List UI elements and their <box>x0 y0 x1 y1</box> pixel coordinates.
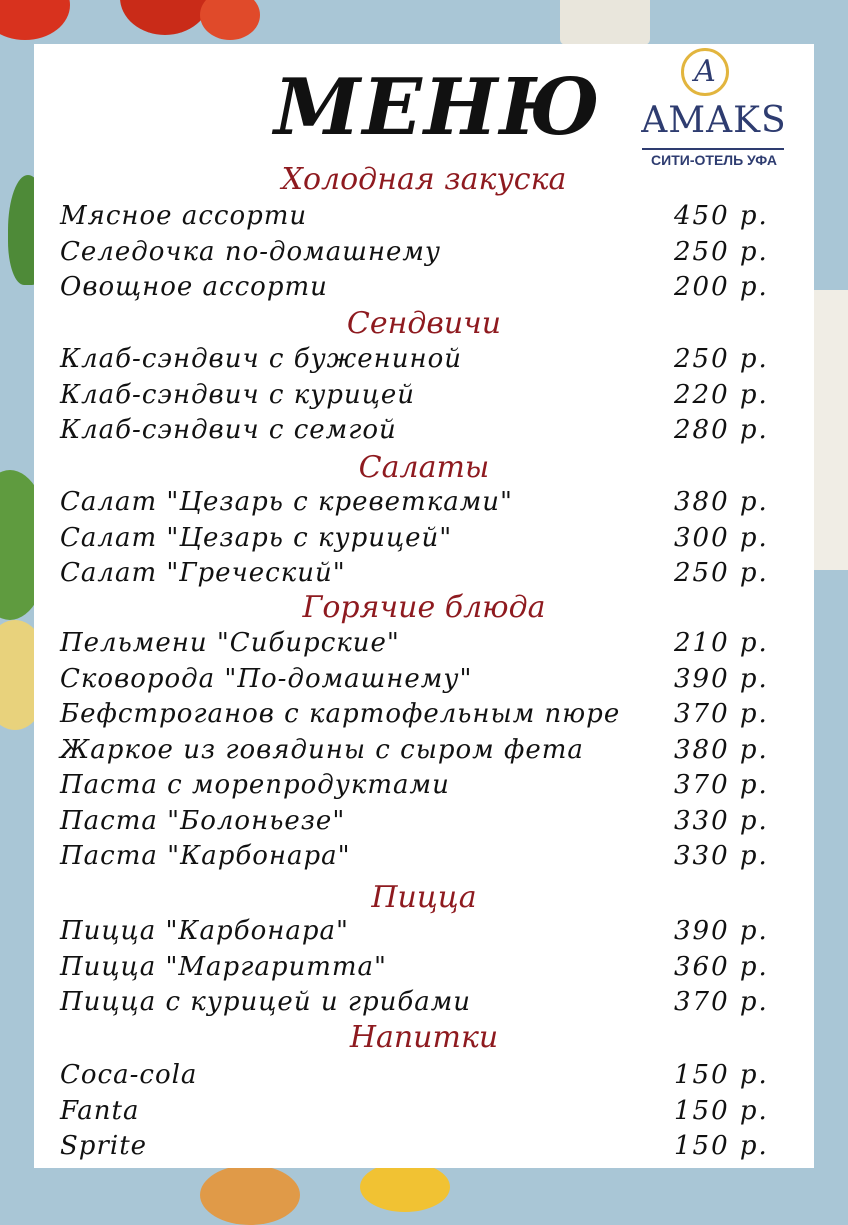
menu-item-price: 200 р. <box>674 272 769 302</box>
section-heading: Салаты <box>358 450 490 485</box>
logo-name: AMAKS <box>641 100 787 141</box>
menu-item-price: 380 р. <box>674 734 769 765</box>
menu-item-price: 380 р. <box>674 487 769 517</box>
menu-item-name: Пельмени "Сибирские" <box>60 628 400 658</box>
menu-item <box>60 664 780 700</box>
menu-item-name: Жаркое из говядины с сыром фета <box>60 734 584 765</box>
menu-item-price: 150 р. <box>674 1131 769 1161</box>
menu-item-price: 280 р. <box>674 415 769 445</box>
menu-item-name: Sprite <box>60 1131 148 1161</box>
menu-item-name: Салат "Греческий" <box>60 558 346 588</box>
menu-item-name: Пицца с курицей и грибами <box>60 987 472 1017</box>
menu-item-price: 450 р. <box>674 201 769 231</box>
section-heading: Холодная закуска <box>281 162 567 197</box>
menu-item-name: Fanta <box>60 1095 140 1126</box>
menu-item <box>60 523 780 559</box>
menu-item-name: Салат "Цезарь с курицей" <box>60 522 453 553</box>
menu-item <box>60 344 780 380</box>
menu-item <box>60 699 780 735</box>
menu-item-price: 150 р. <box>674 1095 769 1126</box>
laurel-emblem-icon: А <box>681 48 729 96</box>
menu-item-name: Клаб-сэндвич с курицей <box>60 379 415 410</box>
menu-item-price: 370 р. <box>674 770 769 800</box>
menu-item <box>60 987 780 1023</box>
menu-item <box>60 1131 780 1167</box>
hotel-logo <box>634 48 804 173</box>
menu-item-name: Сковорода "По-домашнему" <box>60 663 473 694</box>
menu-item <box>60 558 780 594</box>
menu-item-price: 360 р. <box>674 951 769 982</box>
menu-item <box>60 806 780 842</box>
tomato-decoration <box>120 0 210 35</box>
menu-item-name: Пицца "Маргаритта" <box>60 951 387 982</box>
menu-item-name: Паста "Карбонара" <box>60 841 351 871</box>
menu-item-name: Паста с морепродуктами <box>60 770 450 800</box>
menu-card <box>34 44 814 1168</box>
menu-item-price: 210 р. <box>674 628 769 658</box>
menu-item <box>60 487 780 523</box>
menu-item <box>60 415 780 451</box>
menu-item <box>60 380 780 416</box>
menu-item-price: 330 р. <box>674 841 769 871</box>
menu-item <box>60 952 780 988</box>
menu-item-name: Овощное ассорти <box>60 272 328 302</box>
tomato-decoration <box>0 0 70 40</box>
logo-subtitle: СИТИ-ОТЕЛЬ УФА <box>651 152 777 168</box>
menu-item-price: 220 р. <box>674 379 769 410</box>
menu-item-price: 250 р. <box>674 344 769 374</box>
menu-item-price: 370 р. <box>674 699 769 729</box>
menu-title: МЕНЮ <box>274 62 602 153</box>
menu-item <box>60 841 780 877</box>
menu-item-name: Клаб-сэндвич с бужениной <box>60 344 462 374</box>
menu-item-price: 250 р. <box>674 236 769 267</box>
menu-item <box>60 770 780 806</box>
menu-item-name: Селедочка по-домашнему <box>60 236 441 267</box>
menu-item <box>60 628 780 664</box>
logo-divider <box>642 148 784 150</box>
menu-item <box>60 1060 780 1096</box>
section-heading: Горячие блюда <box>302 590 546 625</box>
menu-item-price: 250 р. <box>674 558 769 588</box>
menu-item <box>60 237 780 273</box>
lemon-decoration <box>360 1162 450 1212</box>
menu-item-name: Паста "Болоньезе" <box>60 805 346 836</box>
menu-item-price: 150 р. <box>674 1060 769 1090</box>
tomato-decoration <box>200 0 260 40</box>
menu-item-name: Coca-cola <box>60 1060 198 1090</box>
menu-item-price: 330 р. <box>674 805 769 836</box>
menu-item-name: Мясное ассорти <box>60 201 308 231</box>
menu-item-price: 390 р. <box>674 916 769 946</box>
menu-item <box>60 916 780 952</box>
section-heading: Сендвичи <box>346 306 502 341</box>
menu-item-name: Салат "Цезарь с креветками" <box>60 487 513 517</box>
menu-item-name: Бефстроганов с картофельным пюре <box>60 699 621 729</box>
menu-item <box>60 272 780 308</box>
section-heading: Пицца <box>371 880 477 915</box>
mango-decoration <box>200 1165 300 1225</box>
menu-item-price: 390 р. <box>674 663 769 694</box>
menu-item <box>60 735 780 771</box>
menu-item-name: Пицца "Карбонара" <box>60 916 349 946</box>
menu-item <box>60 1096 780 1132</box>
menu-item <box>60 201 780 237</box>
menu-item-price: 300 р. <box>674 522 769 553</box>
menu-item-name: Клаб-сэндвич с семгой <box>60 415 397 445</box>
section-heading: Напитки <box>349 1020 499 1055</box>
bag-decoration <box>560 0 650 45</box>
menu-item-price: 370 р. <box>674 987 769 1017</box>
